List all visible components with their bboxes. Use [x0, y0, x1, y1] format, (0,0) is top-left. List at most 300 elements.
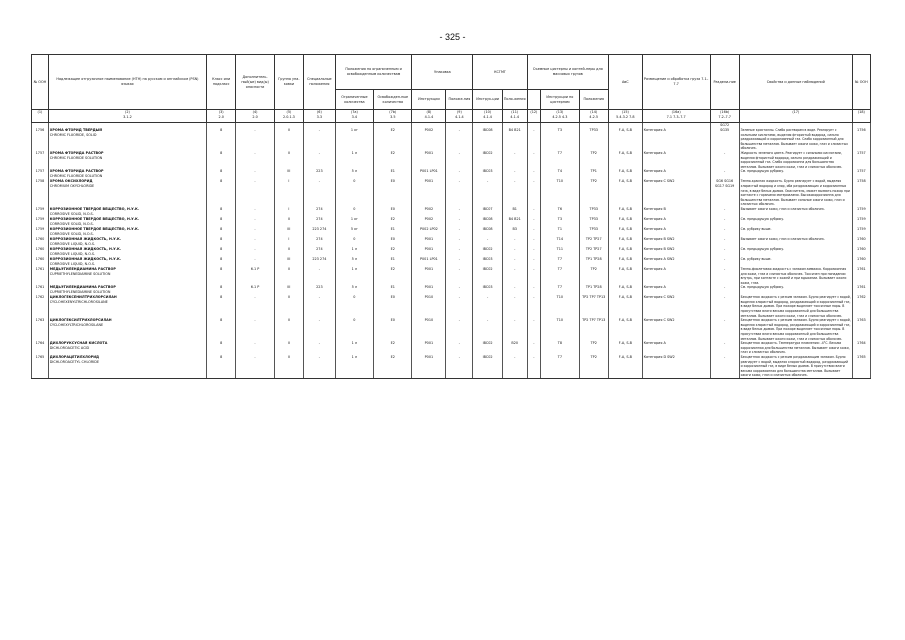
- segregation-cell: -: [710, 237, 739, 247]
- column-number-cell: [32, 110, 49, 123]
- english-name: CUPRIETHYLENEDIAMINE SOLUTION: [49, 290, 111, 295]
- header-tank-provisions: Положения: [579, 90, 608, 110]
- special-provisions-cell: 223 274: [304, 257, 336, 267]
- tank-provision-cell: TP33: [579, 227, 608, 237]
- stowage-cell: Категория D SW2: [642, 355, 710, 378]
- un-no-right-cell: 1762: [852, 295, 870, 318]
- tank-instruction-cell: T7: [541, 267, 579, 285]
- un-no-right-cell: 1765: [852, 355, 870, 378]
- column-number: (15): [621, 110, 629, 114]
- stowage-cell: Категория A: [642, 285, 710, 295]
- class-cell: 8: [207, 285, 236, 295]
- table-row: [32, 207, 871, 217]
- excepted-quantity-cell: E0: [374, 295, 412, 318]
- special-provisions-cell: 274: [304, 207, 336, 217]
- limited-quantity-cell: 0: [335, 237, 373, 247]
- header-packing-instructions: Инструкции: [412, 90, 446, 110]
- ibc-provision-cell: B1: [502, 207, 527, 217]
- column-number-cell: [473, 110, 502, 123]
- excepted-quantity-cell: E0: [374, 237, 412, 247]
- tank-blank-cell: -: [527, 295, 541, 318]
- column-number: (14): [590, 110, 598, 114]
- table-row: [32, 151, 871, 169]
- column-reference: 2.0: [252, 115, 258, 119]
- header-packing-provisions: Положе-ния: [446, 90, 473, 110]
- column-number-cell: [207, 110, 236, 123]
- tank-provision-cell: TP2: [579, 341, 608, 355]
- tank-blank-cell: -: [527, 169, 541, 179]
- un-no-right-cell: 1763: [852, 318, 870, 341]
- packing-group-cell: II: [274, 217, 303, 227]
- segregation-cell: SG6 SG16 SG17 SG19: [710, 179, 739, 207]
- class-cell: 8: [207, 341, 236, 355]
- english-name: CHROMIC FLUORIDE SOLUTION: [49, 174, 103, 179]
- header-limited-excepted: Положения по ограниченным и освобожденным количествам: [335, 55, 412, 90]
- un-no-cell: 1761: [32, 267, 49, 285]
- header-ems: АвС: [608, 55, 642, 110]
- tank-provision-cell: TP2 TP27: [579, 237, 608, 247]
- header-un-no: № ООН: [32, 55, 49, 110]
- shipping-name-cell: [48, 179, 206, 207]
- class-cell: 8: [207, 355, 236, 378]
- tank-provision-cell: TP1 TP28: [579, 257, 608, 267]
- column-number: (7b): [389, 110, 397, 114]
- excepted-quantity-cell: E1: [374, 257, 412, 267]
- table-row: [32, 169, 871, 179]
- limited-quantity-cell: 5 л: [335, 169, 373, 179]
- column-reference: 4.1.4: [424, 115, 434, 119]
- header-tank-blank: [527, 90, 541, 110]
- packing-instruction-cell: P002: [412, 207, 446, 217]
- special-provisions-cell: 274: [304, 217, 336, 227]
- packing-provision-cell: -: [446, 207, 473, 217]
- russian-name: КОРРОЗИОННОЕ ТВЕРДОЕ ВЕЩЕСТВО, Н.У.К.: [49, 226, 140, 231]
- tank-provision-cell: TP1 TP28: [579, 285, 608, 295]
- packing-instruction-cell: P002: [412, 217, 446, 227]
- tank-instruction-cell: T7: [541, 151, 579, 169]
- packing-provision-cell: -: [446, 295, 473, 318]
- packing-instruction-cell: P001 LP01: [412, 257, 446, 267]
- un-no-right-cell: 1760: [852, 237, 870, 247]
- special-provisions-cell: 274: [304, 237, 336, 247]
- packing-instruction-cell: P002: [412, 128, 446, 151]
- ems-cell: F-A, S-B: [608, 341, 642, 355]
- tank-blank-cell: -: [527, 179, 541, 207]
- shipping-name-cell: [48, 355, 206, 378]
- column-reference: 3.3: [316, 115, 323, 119]
- ibc-provision-cell: -: [502, 247, 527, 257]
- un-no-cell: 1758: [32, 179, 49, 207]
- limited-quantity-cell: 5 л: [335, 285, 373, 295]
- column-number-cell: [527, 110, 541, 123]
- table-row: [32, 341, 871, 355]
- un-no-cell: 1760: [32, 247, 49, 257]
- un-no-right-cell: 1759: [852, 217, 870, 227]
- tank-provision-cell: TP33: [579, 128, 608, 151]
- column-reference: 4.1.4: [510, 115, 520, 119]
- ems-cell: F-A, S-B: [608, 247, 642, 257]
- russian-name: КОРРОЗИОННАЯ ЖИДКОСТЬ, Н.У.К.: [49, 246, 122, 251]
- table-row: [32, 355, 871, 378]
- ems-cell: F-A, S-B: [608, 355, 642, 378]
- un-no-right-cell: 1759: [852, 227, 870, 237]
- column-number: (8): [426, 110, 432, 114]
- excepted-quantity-cell: E2: [374, 151, 412, 169]
- stowage-cell: Категория A: [642, 341, 710, 355]
- ems-cell: F-A, S-B: [608, 128, 642, 151]
- english-name: DICHLOROACETYL CHLORIDE: [49, 360, 99, 364]
- russian-name: ЦИКЛОГЕКСИЛТРИХЛОРСИЛАН: [49, 318, 112, 323]
- class-cell: 8: [207, 227, 236, 237]
- packing-instruction-cell: P001: [412, 285, 446, 295]
- dangerous-goods-table-sheet: [31, 54, 871, 379]
- column-reference: 2.0: [218, 115, 224, 119]
- subsidiary-risk-cell: -: [236, 318, 274, 341]
- class-cell: 8: [207, 207, 236, 217]
- segregation-cell: -: [710, 247, 739, 257]
- shipping-name-cell: [48, 169, 206, 179]
- special-provisions-cell: -: [304, 267, 336, 285]
- russian-name: КОРРОЗИОННОЕ ТВЕРДОЕ ВЕЩЕСТВО, Н.У.К.: [49, 216, 140, 221]
- shipping-name-cell: [48, 257, 206, 267]
- ibc-provision-cell: -: [502, 169, 527, 179]
- packing-provision-cell: -: [446, 267, 473, 285]
- special-provisions-cell: -: [304, 355, 336, 378]
- class-cell: 8: [207, 295, 236, 318]
- packing-provision-cell: -: [446, 341, 473, 355]
- excepted-quantity-cell: E0: [374, 207, 412, 217]
- excepted-quantity-cell: E2: [374, 355, 412, 378]
- column-number-cell: [710, 110, 739, 123]
- ibc-instruction-cell: IBC02: [473, 151, 502, 169]
- packing-group-cell: I: [274, 207, 303, 217]
- tank-instruction-cell: T6: [541, 207, 579, 217]
- tank-instruction-cell: T10: [541, 179, 579, 207]
- tank-blank-cell: -: [527, 267, 541, 285]
- packing-group-cell: III: [274, 169, 303, 179]
- column-reference: 2.0.1.3: [282, 115, 295, 119]
- shipping-name-cell: [48, 247, 206, 257]
- packing-group-cell: I: [274, 237, 303, 247]
- un-no-cell: 1765: [32, 355, 49, 378]
- tank-provision-cell: TP2 TP7 TP13: [579, 318, 608, 341]
- ibc-instruction-cell: IBC03: [473, 169, 502, 179]
- un-no-cell: 1764: [32, 341, 49, 355]
- limited-quantity-cell: 0: [335, 207, 373, 217]
- column-number: (1): [37, 110, 43, 114]
- tank-provision-cell: TP2: [579, 267, 608, 285]
- class-cell: 8: [207, 237, 236, 247]
- ibc-provision-cell: -: [502, 257, 527, 267]
- excepted-quantity-cell: E0: [374, 318, 412, 341]
- header-segregation: Раздели-ние: [710, 55, 739, 110]
- tank-blank-cell: -: [527, 237, 541, 247]
- header-packing-group: Группа упа-ковки: [274, 55, 303, 110]
- stowage-cell: Категория B: [642, 207, 710, 217]
- un-no-right-cell: 1757: [852, 169, 870, 179]
- un-no-cell: 1763: [32, 318, 49, 341]
- column-reference: 7.2–7.7: [718, 115, 731, 119]
- column-reference: 3.4: [351, 115, 358, 119]
- ibc-instruction-cell: -: [473, 318, 502, 341]
- properties-cell: Бесцветная жидкость. Температура плавления: -4°C. Весьма коррозионная для большинства металлов. Вызывает ожоги кожи, глаз и слизистых оболочек.: [739, 341, 852, 355]
- english-name: CHROMIUM OXYCHLORIDE: [49, 184, 95, 189]
- column-number-cell: [502, 110, 527, 123]
- header-excepted-quantities: Освобожден-ные количества: [374, 90, 412, 110]
- ibc-provision-cell: -: [502, 318, 527, 341]
- table-row: [32, 237, 871, 247]
- subsidiary-risk-cell: -: [236, 169, 274, 179]
- properties-cell: Вызывает ожоги кожи, глаз и слизистых оболочек.: [739, 237, 852, 247]
- packing-group-cell: II: [274, 318, 303, 341]
- header-limited-quantities: Ограниченные количества: [335, 90, 373, 110]
- packing-provision-cell: -: [446, 151, 473, 169]
- subsidiary-risk-cell: -: [236, 355, 274, 378]
- russian-name: ДИХЛОРУКСУСНАЯ КИСЛОТА: [49, 341, 108, 346]
- ibc-provision-cell: B3: [502, 227, 527, 237]
- properties-cell: Темно-красная жидкость. Бурно реагирует с водой, выделяя хлористый водород и хлор, оба раздражающих и коррозионных газа, в виде белых дымов. Окислитель, может вызвать пожар при контакте с горючими материалами. Высококоррозионна для большинства металлов. Вызывает сильные ожоги кожи, глаз и слизистых оболочек.: [739, 179, 852, 207]
- ems-cell: F-A, S-B: [608, 207, 642, 217]
- english-name: CORROSIVE SOLID, N.O.S.: [49, 231, 94, 236]
- column-number-cell: [739, 110, 852, 123]
- tank-instruction-cell: T3: [541, 128, 579, 151]
- ibc-instruction-cell: IBC02: [473, 267, 502, 285]
- properties-cell: Вызывает ожоги кожи, глаз и слизистых оболочек.: [739, 207, 852, 217]
- ems-cell: F-A, S-B: [608, 267, 642, 285]
- stowage-cell: Категория A: [642, 227, 710, 237]
- header-tank-instructions: Инструкции по цистернам: [541, 90, 579, 110]
- shipping-name-cell: [48, 217, 206, 227]
- un-no-right-cell: 1758: [852, 179, 870, 207]
- tank-provision-cell: TP2 TP7 TP13: [579, 295, 608, 318]
- dangerous-goods-list-table: [31, 54, 871, 379]
- ems-cell: F-A, S-B: [608, 257, 642, 267]
- russian-name: ЦИКЛОГЕКСЕНИЛТРИХЛОРСИЛАН: [49, 295, 117, 300]
- properties-cell: Бесцветная жидкость с резким раздражающим запахом. Бурно реагирует с водой, выделяя хлористый водород, раздражающий и коррозионный газ, в виде белых дымов. В присутствии влаги весьма коррозионная для большинства металлов. Вызывает ожоги кожи, глаз и слизистых оболочек.: [739, 355, 852, 378]
- table-row: [32, 247, 871, 257]
- column-number: (5): [286, 110, 292, 114]
- packing-provision-cell: -: [446, 128, 473, 151]
- ems-cell: F-A, S-B: [608, 179, 642, 207]
- packing-group-cell: II: [274, 247, 303, 257]
- column-number: (13): [556, 110, 564, 114]
- column-number: (6): [316, 110, 322, 114]
- russian-name: КОРРОЗИОННОЕ ТВЕРДОЕ ВЕЩЕСТВО, Н.У.К.: [49, 206, 140, 211]
- packing-provision-cell: -: [446, 247, 473, 257]
- table-row: [32, 295, 871, 318]
- segregation-cell: SG72: [710, 123, 739, 129]
- stowage-cell: Категория A: [642, 217, 710, 227]
- packing-instruction-cell: P001 LP01: [412, 169, 446, 179]
- tank-provision-cell: TP33: [579, 207, 608, 217]
- subsidiary-risk-cell: -: [236, 151, 274, 169]
- ibc-provision-cell: B4 B21: [502, 217, 527, 227]
- ibc-provision-cell: B20: [502, 341, 527, 355]
- ems-cell: F-A, S-B: [608, 217, 642, 227]
- properties-cell: См. предыдущую рубрику.: [739, 285, 852, 295]
- packing-provision-cell: -: [446, 355, 473, 378]
- special-provisions-cell: -: [304, 179, 336, 207]
- tank-instruction-cell: T10: [541, 318, 579, 341]
- packing-instruction-cell: P001: [412, 151, 446, 169]
- table-row: [32, 285, 871, 295]
- segregation-cell: -: [710, 207, 739, 217]
- column-number: (2): [125, 110, 130, 114]
- excepted-quantity-cell: E1: [374, 169, 412, 179]
- tank-blank-cell: -: [527, 341, 541, 355]
- excepted-quantity-cell: E1: [374, 227, 412, 237]
- special-provisions-cell: 223: [304, 169, 336, 179]
- header-shipping-name: Надлежащее отгрузочное наименование (НТН) на русском и английском (PSN) языках: [48, 55, 206, 110]
- ibc-instruction-cell: IBC02: [473, 355, 502, 378]
- ibc-provision-cell: -: [502, 179, 527, 207]
- special-provisions-cell: -: [304, 151, 336, 169]
- column-reference: 5.4.3.2 7.8: [616, 115, 635, 119]
- un-no-cell: 1762: [32, 295, 49, 318]
- packing-instruction-cell: P010: [412, 318, 446, 341]
- column-number: (11): [511, 110, 519, 114]
- segregation-cell: -: [710, 355, 739, 378]
- class-cell: 8: [207, 318, 236, 341]
- column-number-cell: [446, 110, 473, 123]
- ibc-instruction-cell: -: [473, 295, 502, 318]
- packing-group-cell: I: [274, 179, 303, 207]
- excepted-quantity-cell: E2: [374, 341, 412, 355]
- special-provisions-cell: -: [304, 128, 336, 151]
- column-reference: 4.2.5: [589, 115, 599, 119]
- ibc-instruction-cell: IBC02: [473, 341, 502, 355]
- english-name: CHROMIC FLUORIDE SOLUTION: [49, 155, 103, 160]
- stowage-cell: Категория A: [642, 128, 710, 151]
- segregation-cell: -: [710, 151, 739, 169]
- packing-instruction-cell: P001: [412, 179, 446, 207]
- column-number: (17): [792, 110, 800, 114]
- segregation-cell: -: [710, 341, 739, 355]
- packing-provision-cell: -: [446, 179, 473, 207]
- tank-instruction-cell: T7: [541, 355, 579, 378]
- header-subsidiary-risk: Дополнитель-ный(ые) вид(ы) опасности: [236, 55, 274, 110]
- un-no-cell: 1757: [32, 151, 49, 169]
- tank-instruction-cell: T7: [541, 257, 579, 267]
- un-no-cell: 1756: [32, 128, 49, 151]
- russian-name: ХРОМА ФТОРИД ТВЕРДЫЙ: [49, 128, 103, 132]
- subsidiary-risk-cell: 6.1 P: [236, 285, 274, 295]
- subsidiary-risk-cell: 6.1 P: [236, 267, 274, 285]
- column-number-cell: [412, 110, 446, 123]
- un-no-right-cell: 1756: [852, 128, 870, 151]
- column-number-cell: [274, 110, 303, 123]
- tank-instruction-cell: T3: [541, 217, 579, 227]
- limited-quantity-cell: 1 л: [335, 341, 373, 355]
- tank-instruction-cell: T10: [541, 295, 579, 318]
- limited-quantity-cell: 0: [335, 295, 373, 318]
- un-no-right-cell: 1761: [852, 267, 870, 285]
- column-number: (9): [456, 110, 462, 114]
- packing-group-cell: III: [274, 285, 303, 295]
- russian-name: ДИХЛОРАЦЕТИЛХЛОРИД: [49, 355, 100, 359]
- excepted-quantity-cell: E2: [374, 267, 412, 285]
- packing-provision-cell: -: [446, 318, 473, 341]
- properties-cell: Зеленые кристаллы. Слабо растворим в воде. Реагирует с сильными кислотами, выделяя фтористый водород, сильно раздражающий и коррозионный газ. Слабо коррозионный для большинства металлов. Вызывает ожоги кожи, глаз и слизистых оболочек.: [739, 128, 852, 151]
- ems-cell: F-A, S-B: [608, 169, 642, 179]
- subsidiary-risk-cell: -: [236, 247, 274, 257]
- packing-group-cell: II: [274, 151, 303, 169]
- column-number: (3): [218, 110, 224, 114]
- packing-instruction-cell: P001: [412, 341, 446, 355]
- ibc-instruction-cell: -: [473, 237, 502, 247]
- english-name: CORROSIVE LIQUID, N.O.S.: [49, 251, 96, 256]
- class-cell: 8: [207, 217, 236, 227]
- column-reference: 7.1 7.3–7.7: [666, 115, 686, 119]
- packing-instruction-cell: P002 LP02: [412, 227, 446, 237]
- packing-group-cell: III: [274, 227, 303, 237]
- excepted-quantity-cell: E1: [374, 285, 412, 295]
- un-no-right-cell: 1760: [852, 257, 870, 267]
- table-row: [32, 227, 871, 237]
- subsidiary-risk-cell: -: [236, 257, 274, 267]
- packing-instruction-cell: P001: [412, 247, 446, 257]
- page-number: - 325 -: [439, 32, 466, 42]
- column-number-cell: [579, 110, 608, 123]
- subsidiary-risk-cell: -: [236, 237, 274, 247]
- russian-name: ХРОМА ФТОРИДА РАСТВОР: [49, 169, 104, 174]
- header-row: [32, 55, 871, 90]
- un-no-cell: 1761: [32, 285, 49, 295]
- segregation-cell: -: [710, 257, 739, 267]
- limited-quantity-cell: 1 л: [335, 267, 373, 285]
- table-row: [32, 128, 871, 151]
- tank-instruction-cell: T14: [541, 237, 579, 247]
- subsidiary-risk-cell: -: [236, 128, 274, 151]
- russian-name: ХРОМА ФТОРИДА РАСТВОР: [49, 150, 104, 155]
- limited-quantity-cell: 5 л: [335, 257, 373, 267]
- class-cell: 8: [207, 128, 236, 151]
- stowage-cell: Категория B SW2: [642, 247, 710, 257]
- shipping-name-cell: [48, 318, 206, 341]
- header-special-provisions: Специальные положения: [304, 55, 336, 110]
- russian-name: КОРРОЗИОННАЯ ЖИДКОСТЬ, Н.У.К.: [49, 256, 122, 261]
- stowage-cell: Категория C SW2: [642, 179, 710, 207]
- stowage-cell: Категория A: [642, 151, 710, 169]
- ibc-instruction-cell: -: [473, 179, 502, 207]
- special-provisions-cell: -: [304, 341, 336, 355]
- properties-cell: Бесцветная жидкость с резким запахом. Бурно реагирует с водой, выделяя хлористый водород, раздражающий и коррозионный газ, в виде белых дымов. При пожаре выделяет токсичные пары. В присутствии влаги весьма коррозионный для большинства металлов. Вызывает ожоги кожи, глаз и слизистых оболочек.: [740, 295, 851, 318]
- stowage-cell: Категория C SW2: [642, 318, 710, 341]
- column-number-cell: [541, 110, 579, 123]
- stowage-cell: Категория C SW2: [642, 295, 710, 318]
- tank-blank-cell: -: [527, 227, 541, 237]
- segregation-cell: -: [710, 169, 739, 179]
- tank-provision-cell: TP2 TP27: [579, 247, 608, 257]
- tank-blank-cell: -: [527, 247, 541, 257]
- ibc-instruction-cell: IBC07: [473, 207, 502, 217]
- column-number-cell: [642, 110, 710, 123]
- header-class: Класс или подкласс: [207, 55, 236, 110]
- packing-instruction-cell: P001: [412, 355, 446, 378]
- tank-blank-cell: -: [527, 285, 541, 295]
- tank-blank-cell: -: [527, 318, 541, 341]
- segregation-cell: -: [710, 227, 739, 237]
- tank-provision-cell: TP1: [579, 169, 608, 179]
- properties-cell: См. предыдущую рубрику.: [739, 169, 852, 179]
- english-name: CYCLOHEXENYLTRICHLOROSILANE: [49, 300, 108, 305]
- column-number-cell: [48, 110, 206, 123]
- column-reference: 4.1.4: [483, 115, 492, 119]
- stowage-cell: Категория B SW2: [642, 237, 710, 247]
- english-name: CORROSIVE LIQUID, N.O.S.: [49, 241, 96, 246]
- column-number: (16b): [720, 110, 730, 114]
- column-number: (12): [530, 110, 538, 114]
